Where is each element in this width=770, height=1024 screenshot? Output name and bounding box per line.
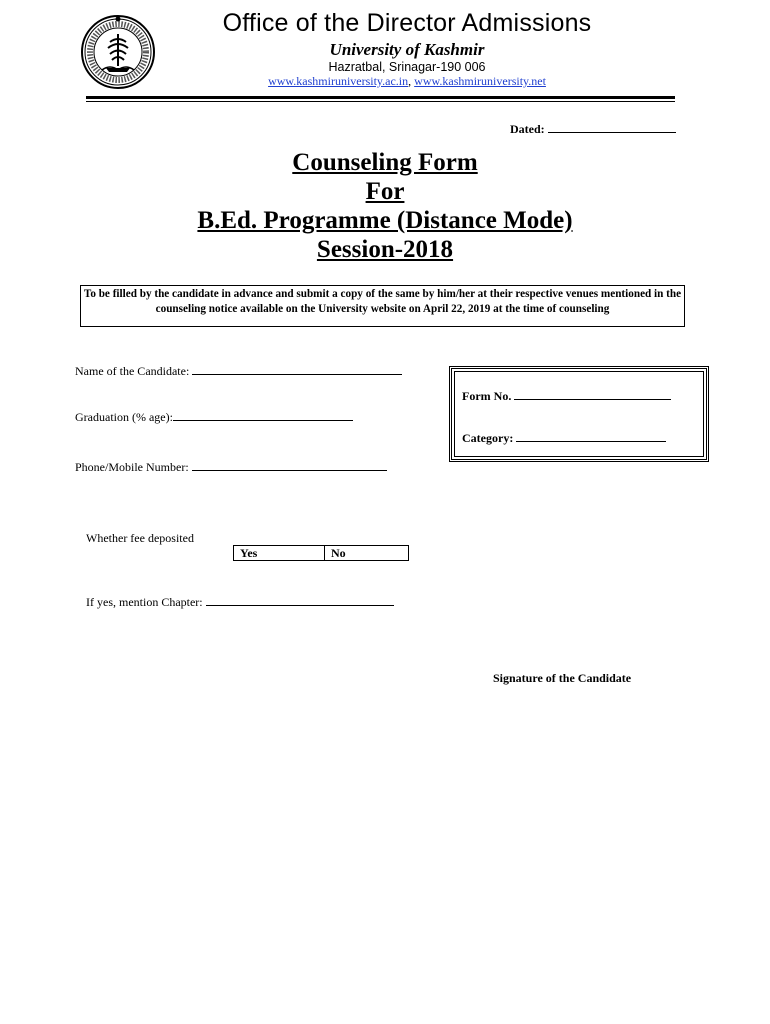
link-separator: ,: [408, 74, 415, 88]
category-blank[interactable]: [516, 430, 666, 442]
form-no-field: [462, 388, 671, 404]
university-name: University of Kashmir: [329, 40, 485, 59]
candidate-signature-label: Signature of the Candidate: [493, 671, 632, 685]
university-address: Hazratbal, Srinagar-190 006: [328, 60, 486, 74]
category-label: Category:: [462, 431, 514, 445]
category-field: [462, 430, 666, 446]
candidate-name-label: Name of the Candidate:: [75, 364, 190, 378]
form-title-line4: Session-2018: [316, 236, 454, 263]
form-no-label: Form No.: [462, 389, 512, 403]
dated-blank[interactable]: [548, 121, 676, 133]
website-link-ac-in[interactable]: www.kashmiruniversity.ac.in: [268, 74, 409, 88]
header-rule-thin: [86, 101, 675, 102]
form-title-line2: For: [365, 178, 405, 205]
chapter-blank[interactable]: [206, 594, 394, 606]
website-links: [22, 74, 770, 89]
graduation-blank[interactable]: [173, 409, 353, 421]
form-no-blank[interactable]: [514, 388, 671, 400]
instructions-box: To be filled by the candidate in advance and submit a copy of the same by him/her at their respective venues mentioned in the counseling notice available on the University website on April 22, 2019 at the time of counseling: [80, 285, 685, 327]
chapter-field: [86, 594, 394, 610]
header-rule-thick: [86, 96, 675, 99]
candidate-name-blank[interactable]: [192, 363, 402, 375]
form-title-line3: B.Ed. Programme (Distance Mode): [197, 207, 573, 234]
chapter-label: If yes, mention Chapter:: [86, 595, 203, 609]
fee-no-option[interactable]: No: [331, 546, 346, 560]
office-use-box: [449, 366, 709, 462]
website-link-net[interactable]: www.kashmiruniversity.net: [414, 74, 546, 88]
form-title-line1: Counseling Form: [292, 149, 478, 176]
dated-field: [510, 121, 676, 137]
graduation-field: [75, 409, 353, 425]
office-title: Office of the Director Admissions: [222, 9, 592, 37]
fee-deposited-options: [233, 545, 409, 561]
phone-field: [75, 459, 387, 475]
office-use-box-inner: [454, 371, 704, 457]
dated-label: Dated:: [510, 122, 545, 136]
fee-yes-option[interactable]: Yes: [234, 546, 325, 560]
candidate-name-field: [75, 363, 402, 379]
fee-deposited-label: Whether fee deposited: [86, 531, 194, 545]
phone-label: Phone/Mobile Number:: [75, 460, 189, 474]
phone-blank[interactable]: [192, 459, 387, 471]
graduation-label: Graduation (% age):: [75, 410, 173, 424]
